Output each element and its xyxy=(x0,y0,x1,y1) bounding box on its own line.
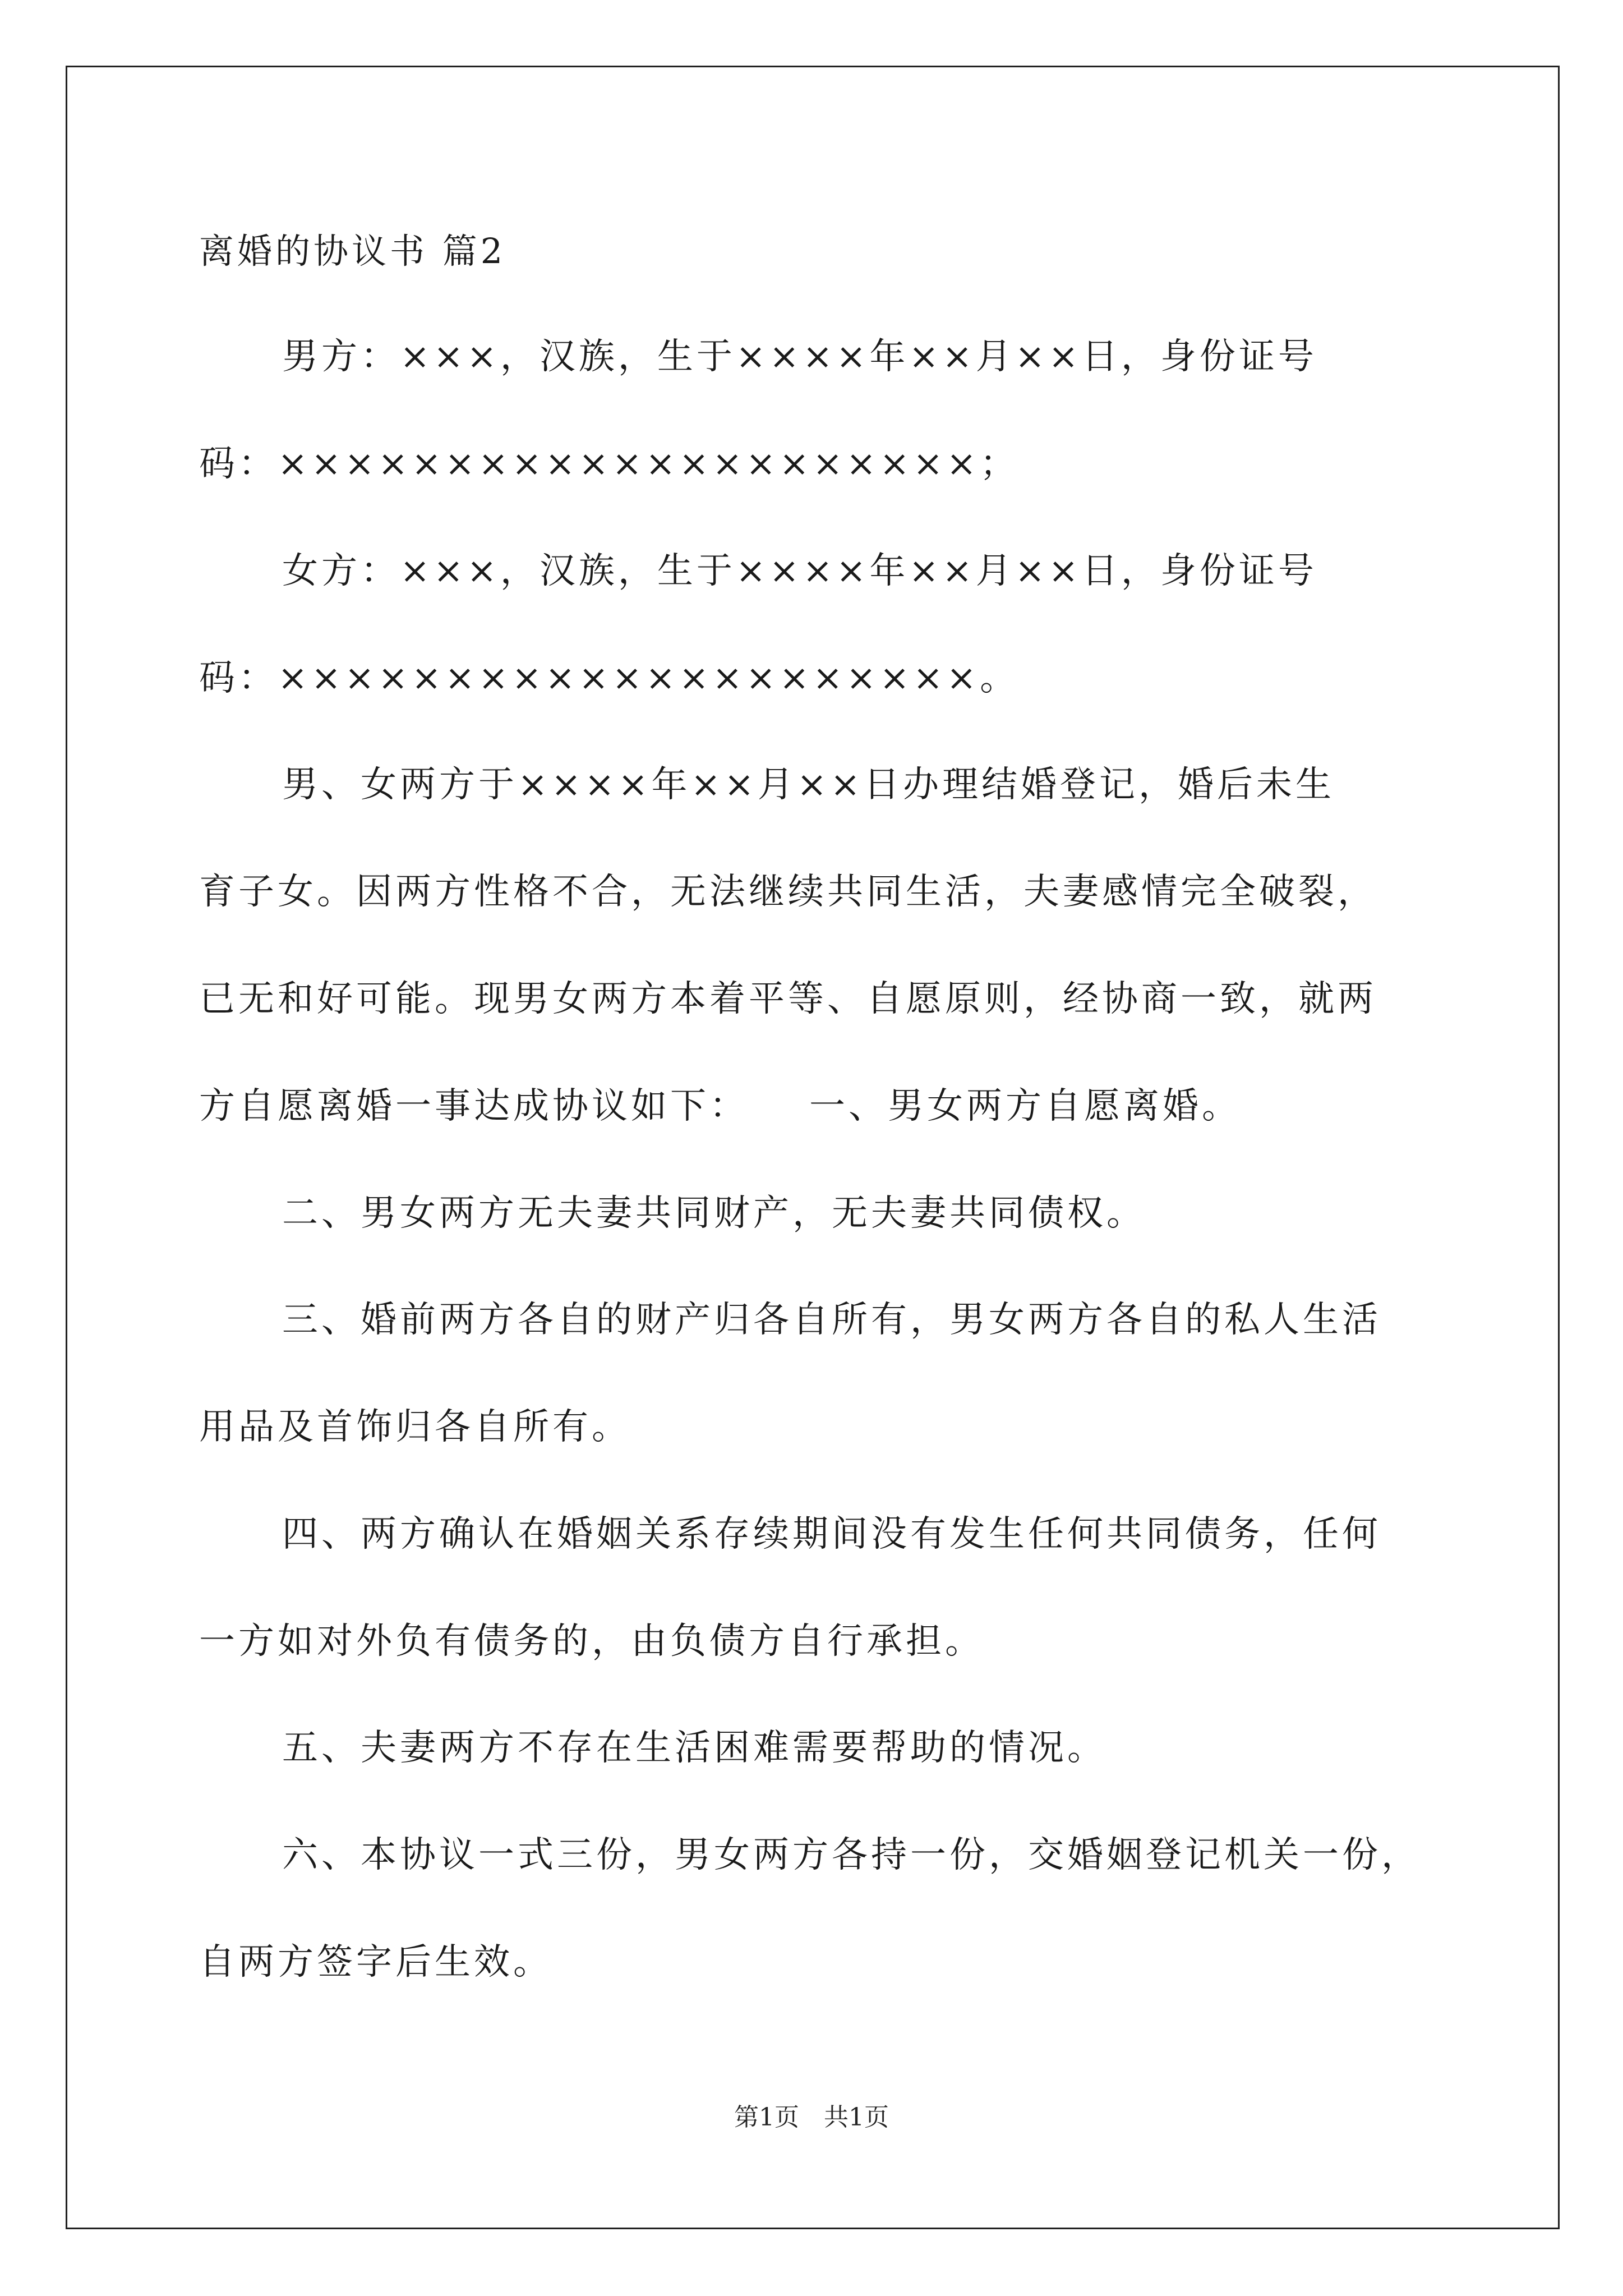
paragraph-line: 已无和好可能。现男女两方本着平等、自愿原则，经协商一致，就两 xyxy=(199,978,1377,1020)
page-number-footer: 第1页 共1页 xyxy=(734,2103,889,2132)
paragraph-line: 方自愿离婚一事达成协议如下： 一、男女两方自愿离婚。 xyxy=(199,1085,1241,1127)
paragraph-line: 男、女两方于××××年××月××日办理结婚登记，婚后未生 xyxy=(282,764,1335,806)
paragraph-line: 码：×××××××××××××××××××××。 xyxy=(199,657,1020,699)
paragraph-line: 五、夫妻两方不存在生活困难需要帮助的情况。 xyxy=(282,1727,1106,1769)
paragraph-line: 六、本协议一式三份，男女两方各持一份，交婚姻登记机关一份， xyxy=(282,1834,1421,1876)
paragraph-line: 四、两方确认在婚姻关系存续期间没有发生任何共同债务，任何 xyxy=(282,1513,1381,1555)
page-border xyxy=(66,66,1560,2229)
paragraph-line: 一方如对外负有债务的，由负债方自行承担。 xyxy=(199,1621,984,1662)
document-title: 离婚的协议书 篇2 xyxy=(199,231,506,272)
paragraph-line: 用品及首饰归各自所有。 xyxy=(199,1406,631,1448)
paragraph-line: 育子女。因两方性格不合，无法继续共同生活，夫妻感情完全破裂， xyxy=(199,871,1377,913)
paragraph-line: 三、婚前两方各自的财产归各自所有，男女两方各自的私人生活 xyxy=(282,1299,1381,1341)
paragraph-line: 二、男女两方无夫妻共同财产，无夫妻共同债权。 xyxy=(282,1193,1146,1234)
paragraph-line: 码：×××××××××××××××××××××； xyxy=(199,443,1020,485)
paragraph-line: 男方：×××，汉族，生于××××年××月××日，身份证号 xyxy=(282,336,1317,378)
paragraph-line: 女方：×××，汉族，生于××××年××月××日，身份证号 xyxy=(282,550,1317,592)
paragraph-line: 自两方签字后生效。 xyxy=(199,1941,552,1983)
